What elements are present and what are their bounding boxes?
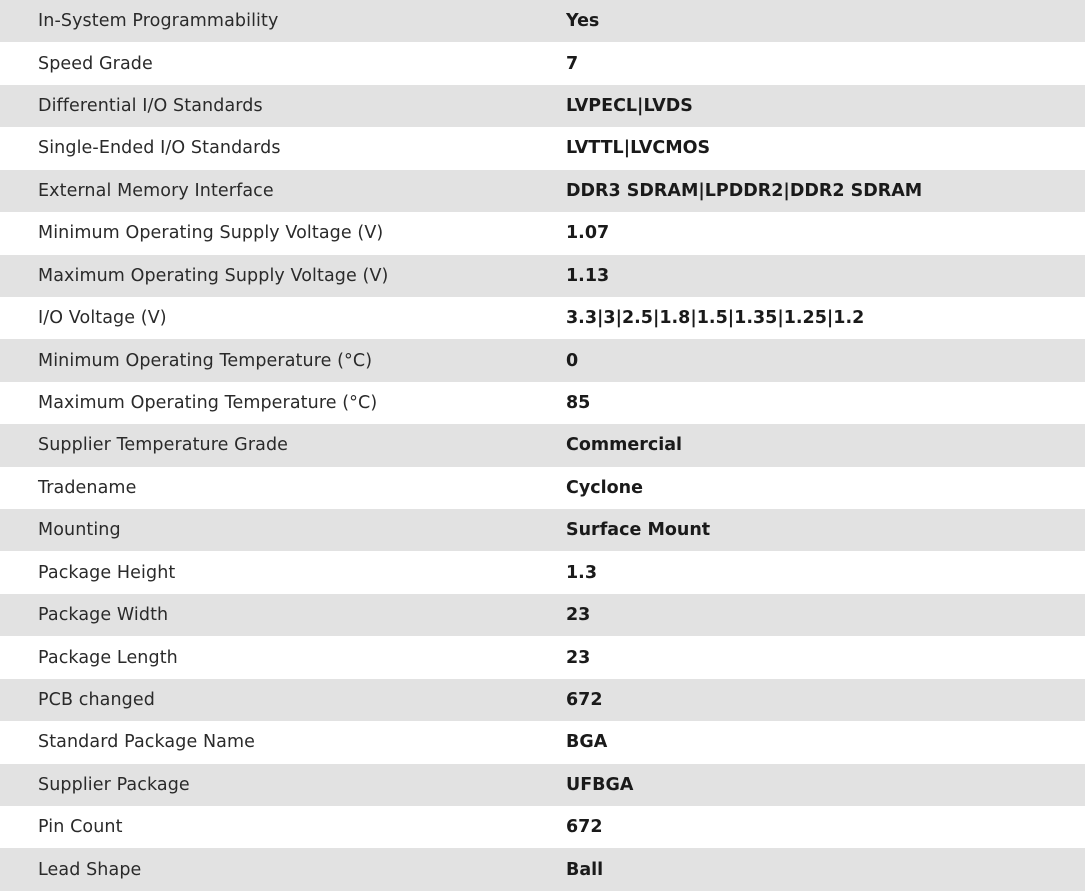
table-row bbox=[0, 594, 1085, 636]
spec-label: In-System Programmability bbox=[38, 11, 279, 32]
spec-label: PCB changed bbox=[38, 689, 155, 710]
table-row bbox=[0, 297, 1085, 339]
table-row bbox=[0, 551, 1085, 593]
table-row bbox=[0, 42, 1085, 84]
table-row bbox=[0, 679, 1085, 721]
spec-label: Maximum Operating Supply Voltage (V) bbox=[38, 265, 389, 286]
spec-value: 672 bbox=[566, 817, 603, 838]
spec-value: 1.07 bbox=[566, 223, 610, 244]
table-row bbox=[0, 339, 1085, 381]
spec-value: 23 bbox=[566, 647, 591, 668]
spec-label: Package Height bbox=[38, 562, 176, 583]
table-row bbox=[0, 721, 1085, 763]
table-row bbox=[0, 636, 1085, 678]
spec-value: Yes bbox=[566, 11, 600, 32]
spec-value: 1.3 bbox=[566, 562, 598, 583]
spec-label: Package Width bbox=[38, 605, 169, 626]
table-row bbox=[0, 764, 1085, 806]
spec-value: 3.3|3|2.5|1.8|1.5|1.35|1.25|1.2 bbox=[566, 308, 865, 329]
spec-value: 0 bbox=[566, 350, 579, 371]
table-row bbox=[0, 127, 1085, 169]
spec-label: Single-Ended I/O Standards bbox=[38, 138, 281, 159]
spec-label: Supplier Temperature Grade bbox=[38, 435, 289, 456]
spec-value: 1.13 bbox=[566, 265, 610, 286]
spec-value: 7 bbox=[566, 53, 579, 74]
spec-label: Speed Grade bbox=[38, 53, 153, 74]
spec-label: Standard Package Name bbox=[38, 732, 256, 753]
spec-value: Ball bbox=[566, 859, 604, 880]
spec-value: 23 bbox=[566, 605, 591, 626]
spec-value: Cyclone bbox=[566, 477, 643, 498]
table-row bbox=[0, 0, 1085, 42]
spec-value: 672 bbox=[566, 689, 603, 710]
spec-label: External Memory Interface bbox=[38, 180, 274, 201]
table-row bbox=[0, 509, 1085, 551]
spec-label: I/O Voltage (V) bbox=[38, 308, 167, 329]
table-row bbox=[0, 806, 1085, 848]
spec-label: Pin Count bbox=[38, 817, 123, 838]
spec-label: Lead Shape bbox=[38, 859, 142, 880]
spec-label: Mounting bbox=[38, 520, 121, 541]
spec-label: Tradename bbox=[38, 477, 137, 498]
spec-value: Commercial bbox=[566, 435, 683, 456]
spec-value: UFBGA bbox=[566, 774, 634, 795]
spec-label: Package Length bbox=[38, 647, 178, 668]
table-row bbox=[0, 255, 1085, 297]
spec-value: LVTTL|LVCMOS bbox=[566, 138, 711, 159]
table-row bbox=[0, 848, 1085, 890]
spec-label: Differential I/O Standards bbox=[38, 96, 263, 117]
spec-label: Minimum Operating Supply Voltage (V) bbox=[38, 223, 384, 244]
spec-value: BGA bbox=[566, 732, 608, 753]
table-row bbox=[0, 170, 1085, 212]
spec-label: Maximum Operating Temperature (°C) bbox=[38, 393, 378, 413]
table-row bbox=[0, 85, 1085, 127]
spec-value: DDR3 SDRAM|LPDDR2|DDR2 SDRAM bbox=[566, 180, 923, 201]
spec-label: Minimum Operating Temperature (°C) bbox=[38, 350, 373, 371]
table-row bbox=[0, 212, 1085, 254]
table-row bbox=[0, 382, 1085, 424]
table-row bbox=[0, 467, 1085, 509]
spec-value: 85 bbox=[566, 393, 591, 413]
spec-value: Surface Mount bbox=[566, 520, 711, 541]
table-row bbox=[0, 424, 1085, 466]
spec-label: Supplier Package bbox=[38, 774, 190, 795]
spec-value: LVPECL|LVDS bbox=[566, 96, 693, 117]
